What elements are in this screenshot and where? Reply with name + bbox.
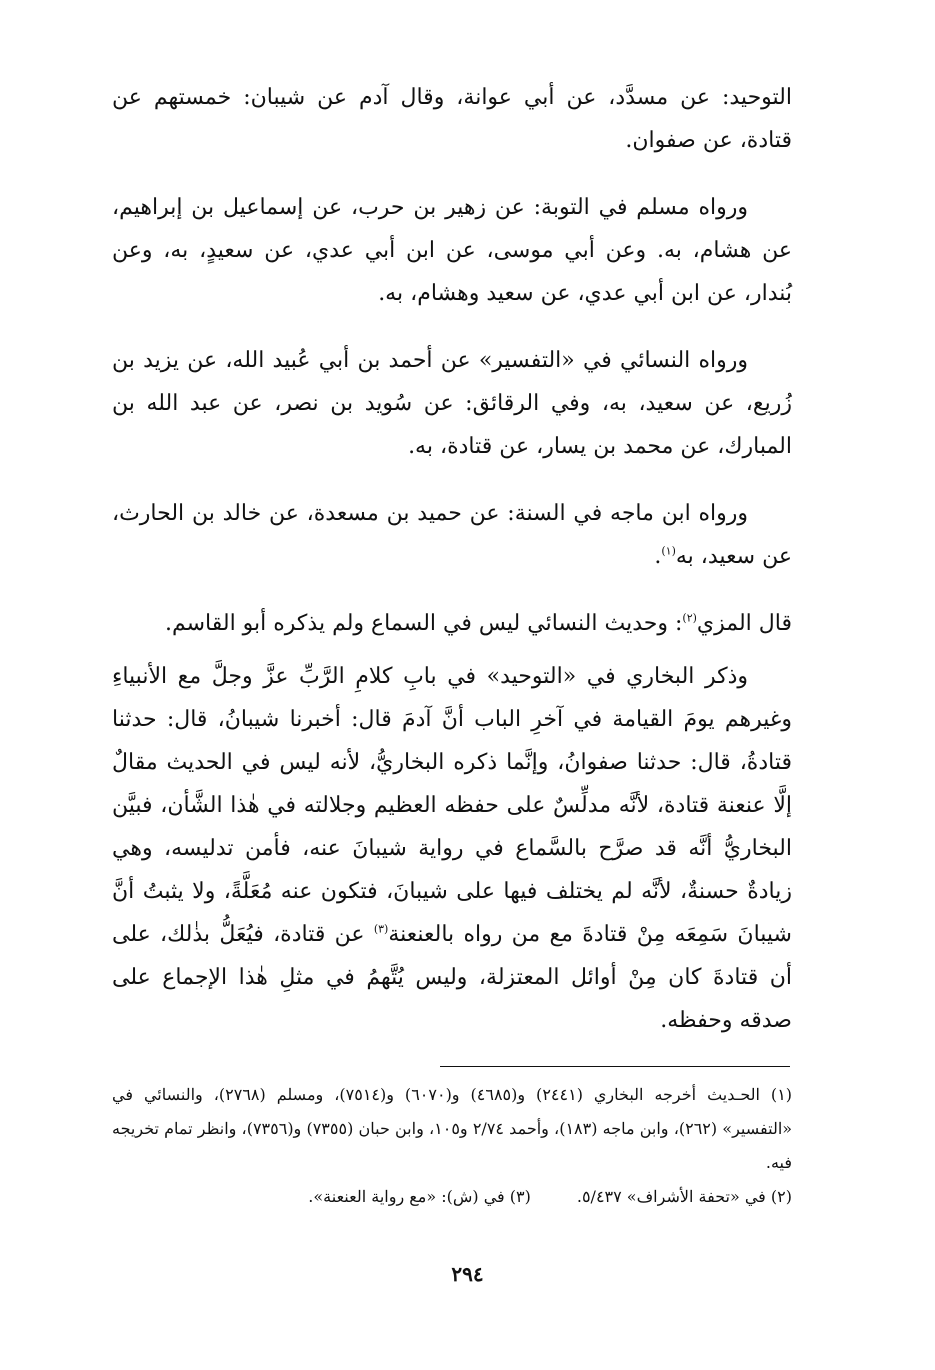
footnotes — [112, 1078, 792, 1214]
paragraph-5-lead: قال المزي — [696, 611, 792, 636]
paragraph-6 — [112, 655, 792, 1042]
paragraph-2 — [112, 186, 792, 315]
footnote-marker-1: (١) — [661, 544, 676, 558]
paragraph-2-text: ورواه مسلم في التوبة: عن زهير بن حرب، عن إسماعيل بن إبراهيم، عن هشام، به. وعن أبي موسى، عن ابن أبي عدي، عن سعيدٍ، به، وعن بُندار، عن ابن أبي عدي، عن سعيد وهشام، به. — [112, 195, 792, 306]
footnote-marker-2: (٢) — [682, 611, 697, 625]
footnote-marker-3: (٣) — [373, 922, 389, 936]
paragraph-6-tail: عن قتادة، فيُعَلُّ بذٰلك، على أن قتادةَ كان مِنْ أوائل المعتزلة، وليس يُتَّهمُ في مثلِ هٰذا الإجماع على صدقه وحفظه. — [112, 922, 792, 1033]
paragraph-5-text: : وحديث النسائي ليس في السماع ولم يذكره أبو القاسم. — [164, 611, 683, 636]
paragraph-4-text: ورواه ابن ماجه في السنة: عن حميد بن مسعدة، عن خالد بن الحارث، عن سعيد، به — [112, 501, 792, 569]
paragraph-3 — [112, 339, 792, 468]
paragraph-4 — [112, 492, 792, 578]
paragraph-4-tail: . — [654, 544, 662, 569]
footnote-1: (١) الحـديث أخرجه البخاري (٢٤٤١) و(٤٦٨٥) و(٦٠٧٠) و(٧٥١٤)، ومسلم (٢٧٦٨)، والنسائي في «التفسير» (٢٦٢)، وابن ماجه (١٨٣)، وأحمد ٢/٧٤ و١٠٥، وابن حبان (٧٣٥٥) و(٧٣٥٦)، وانظر تمام تخريجه فيه. — [112, 1085, 793, 1172]
paragraph-3-text: ورواه النسائي في «التفسير» عن أحمد بن أبي عُبيد الله، عن يزيد بن زُريع، عن سعيد، به، وفي الرقائق: عن سُويد بن نصر، عن عبد الله بن المبارك، عن محمد بن يسار، عن قتادة، به. — [112, 348, 792, 459]
footnote-separator — [440, 1066, 790, 1067]
paragraph-5 — [112, 602, 792, 645]
page-number: ٢٩٤ — [451, 1262, 484, 1286]
paragraph-1-text: التوحيد: عن مسدَّد، عن أبي عوانة، وقال آدم عن شيبان: خمستهم عن قتادة، عن صفوان. — [112, 85, 792, 153]
footnote-row — [112, 1180, 792, 1214]
paragraph-1 — [112, 76, 792, 162]
main-text — [112, 76, 792, 1042]
footnote-3: (٣) في (ش): «مع رواية العنعنة». — [308, 1187, 531, 1206]
paragraph-6-text: وذكر البخاري في «التوحيد» في بابِ كلامِ الرَّبِّ عزَّ وجلَّ مع الأنبياءِ وغيرهم يومَ القيامة في آخرِ الباب أنَّ آدمَ قال: أخبرنا شيبانُ، قال: حدثنا قتادةُ، قال: حدثنا صفوانُ، وإنَّما ذكره البخاريُّ، لأنه ليس في الحديث مقالٌ إلَّا عنعنة قتادة، لأنَّه مدلِّسٌ على حفظه العظيم وجلالته في هٰذا الشَّأن، فبيَّن البخاريُّ أنَّه قد صرَّح بالسَّماع في رواية شيبانَ عنه، فأمن تدليسه، وهي زيادةٌ حسنةٌ، لأنَّه لم يختلف فيها على شيبانَ، فتكون عنه مُعَلَّةً، ولا يثبتُ أنَّ شيبانَ سَمِعَه مِنْ قتادةَ مع من رواه بالعنعنة — [112, 664, 792, 947]
footnote-2: (٢) في «تحفة الأشراف» ٥/٤٣٧. — [576, 1187, 792, 1206]
